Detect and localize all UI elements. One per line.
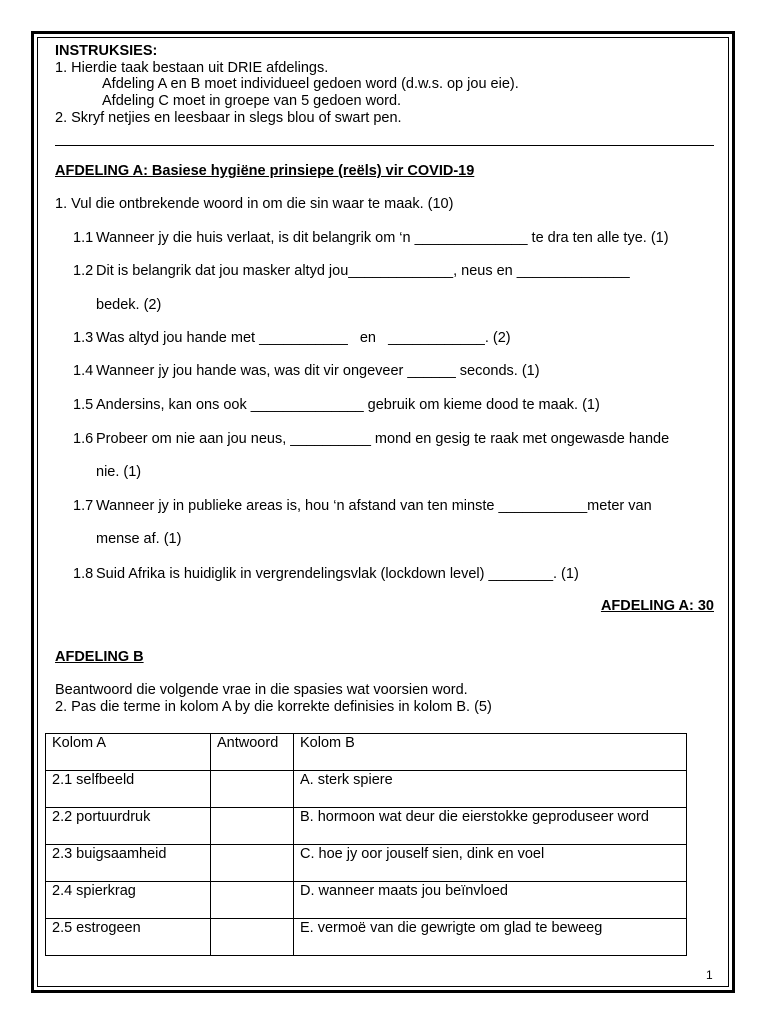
item-text: Wanneer jy die huis verlaat, is dit belangrik om ‘n ______________ te dra ten alle tye. (1)	[96, 230, 669, 246]
item-text: Suid Afrika is huidiglik in vergrendelingsvlak (lockdown level) ________. (1)	[96, 566, 579, 582]
table-row	[46, 771, 687, 808]
item-text: Wanneer jy jou hande was, was dit vir ongeveer ______ seconds. (1)	[96, 363, 540, 379]
instruction-line-2: 2. Skryf netjies en leesbaar in slegs blou of swart pen.	[55, 110, 402, 126]
section-a-title: AFDELING A: Basiese hygiëne prinsiepe (reëls) vir COVID-19	[55, 163, 475, 179]
item-number: 1.6	[73, 431, 94, 447]
answer-cell[interactable]	[211, 845, 294, 882]
item-number: 1.1	[73, 230, 94, 246]
instruction-line-1b: Afdeling C moet in groepe van 5 gedoen word.	[102, 93, 402, 109]
answer-cell[interactable]	[211, 882, 294, 919]
definition-cell: A. sterk spiere	[294, 771, 687, 808]
term-cell: 2.5 estrogeen	[46, 919, 211, 956]
column-header: Kolom B	[294, 734, 687, 771]
column-header: Kolom A	[46, 734, 211, 771]
section-a-question: 1. Vul die ontbrekende woord in om die sin waar te maak. (10)	[55, 196, 454, 212]
item-text: Andersins, kan ons ook ______________ gebruik om kieme dood te maak. (1)	[96, 397, 600, 413]
item-text-continued: nie. (1)	[96, 464, 142, 480]
answer-cell[interactable]	[211, 808, 294, 845]
definition-cell: D. wanneer maats jou beïnvloed	[294, 882, 687, 919]
table-row	[46, 845, 687, 882]
section-a-total: AFDELING A: 30	[600, 598, 714, 614]
item-number: 1.7	[73, 498, 94, 514]
instruction-line-1a: Afdeling A en B moet individueel gedoen word (d.w.s. op jou eie).	[102, 76, 519, 92]
instructions-heading: INSTRUKSIES:	[55, 43, 158, 59]
item-text: Was altyd jou hande met ___________ en ____________. (2)	[96, 330, 511, 346]
definition-cell: C. hoe jy oor jouself sien, dink en voel	[294, 845, 687, 882]
definition-cell: B. hormoon wat deur die eierstokke geproduseer word	[294, 808, 687, 845]
matching-table	[45, 733, 687, 956]
column-header: Antwoord	[211, 734, 294, 771]
item-number: 1.3	[73, 330, 94, 346]
divider-line	[55, 145, 714, 146]
section-b-title: AFDELING B	[55, 649, 144, 665]
item-number: 1.4	[73, 363, 94, 379]
item-number: 1.2	[73, 263, 94, 279]
item-number: 1.5	[73, 397, 94, 413]
item-text-continued: mense af. (1)	[96, 531, 182, 547]
item-text: Dit is belangrik dat jou masker altyd jou_____________, neus en ______________	[96, 263, 630, 279]
table-row	[46, 919, 687, 956]
item-text: Wanneer jy in publieke areas is, hou ‘n afstand van ten minste ___________meter van	[96, 498, 652, 514]
item-text: Probeer om nie aan jou neus, __________ mond en gesig te raak met ongewasde hande	[96, 431, 670, 447]
table-header-row	[46, 734, 687, 771]
item-number: 1.8	[73, 566, 94, 582]
term-cell: 2.4 spierkrag	[46, 882, 211, 919]
section-b-question: 2. Pas die terme in kolom A by die korrekte definisies in kolom B. (5)	[55, 699, 492, 715]
table-row	[46, 808, 687, 845]
answer-cell[interactable]	[211, 771, 294, 808]
definition-cell: E. vermoë van die gewrigte om glad te beweeg	[294, 919, 687, 956]
term-cell: 2.2 portuurdruk	[46, 808, 211, 845]
page-number: 1	[706, 968, 713, 982]
answer-cell[interactable]	[211, 919, 294, 956]
section-b-intro: Beantwoord die volgende vrae in die spasies wat voorsien word.	[55, 682, 468, 698]
term-cell: 2.3 buigsaamheid	[46, 845, 211, 882]
term-cell: 2.1 selfbeeld	[46, 771, 211, 808]
instruction-line-1: 1. Hierdie taak bestaan uit DRIE afdelings.	[55, 60, 329, 76]
item-text-continued: bedek. (2)	[96, 297, 162, 313]
table-row	[46, 882, 687, 919]
